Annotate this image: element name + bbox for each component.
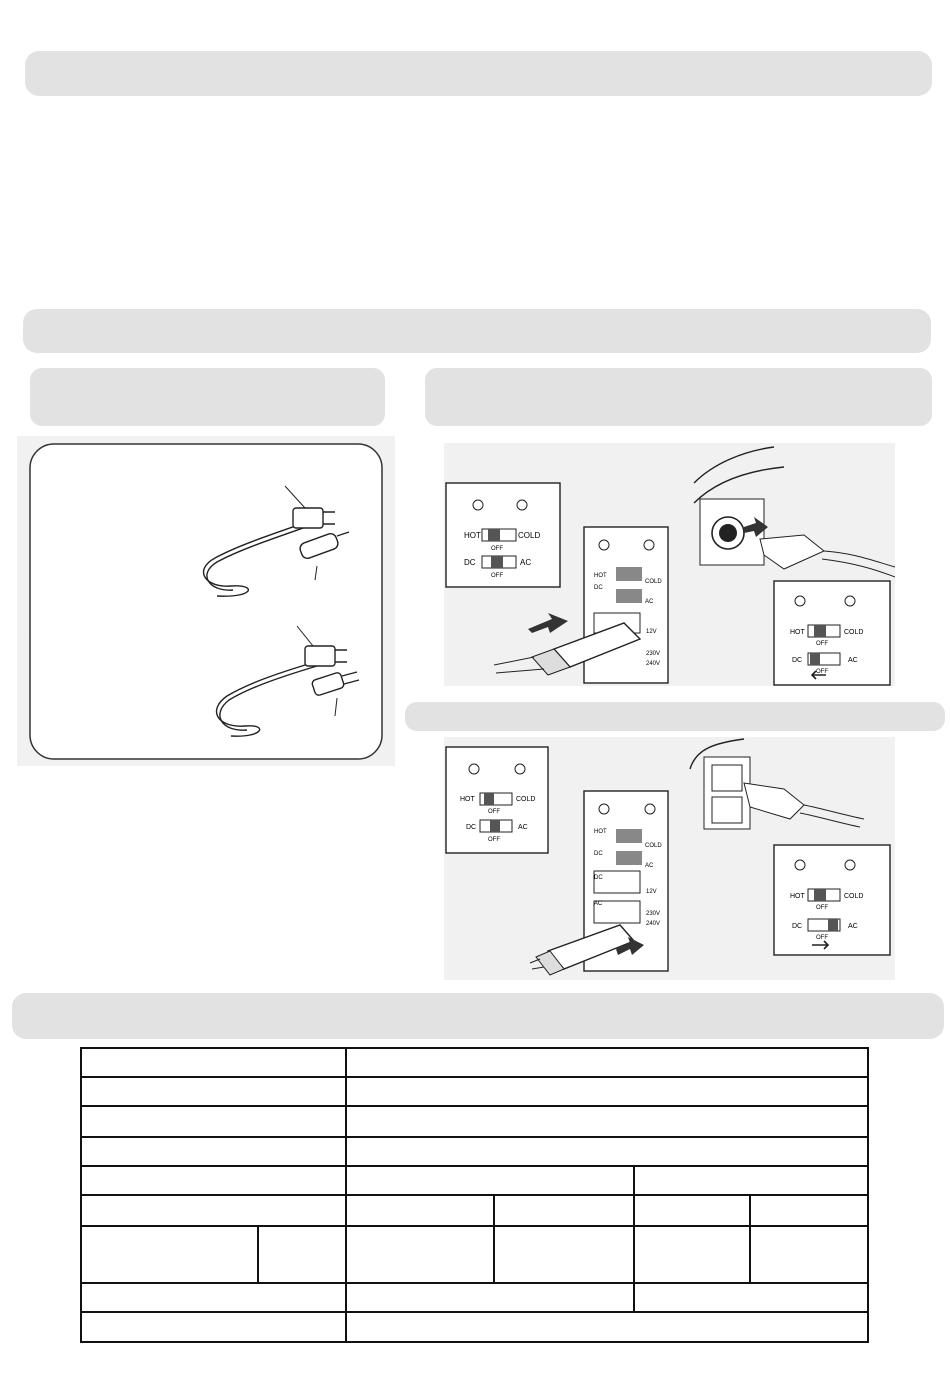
subheader-cords	[30, 368, 385, 426]
v230-label: 230V	[646, 651, 661, 657]
table-cell	[346, 1166, 634, 1195]
off-label-2: OFF	[491, 573, 503, 579]
dc-label-5: DC	[466, 824, 477, 831]
cold-label-2: COLD	[844, 629, 864, 636]
table-cell	[346, 1106, 868, 1137]
cold-label-6: COLD	[645, 843, 662, 849]
dc-connection-illustration	[444, 443, 895, 686]
power-cords-illustration	[17, 436, 395, 766]
ac-label-4: AC	[848, 923, 858, 930]
dc-label-7: DC	[594, 875, 603, 881]
cold-label-4: COLD	[844, 893, 864, 900]
table-cell	[346, 1312, 868, 1342]
table-cell	[81, 1077, 346, 1106]
table-row	[81, 1048, 868, 1077]
table-cell	[494, 1226, 634, 1283]
table-cell	[634, 1166, 868, 1195]
table-row	[81, 1312, 868, 1342]
table-cell	[81, 1283, 346, 1312]
dc-label-2: DC	[792, 657, 803, 664]
ac-label-5: AC	[518, 824, 528, 831]
off-label-5: OFF	[816, 669, 828, 675]
specifications-table	[80, 1047, 869, 1343]
section-header-bar-2	[23, 309, 931, 353]
table-cell	[750, 1195, 868, 1226]
section-header-bar-1	[25, 51, 932, 96]
v230-label-2: 230V	[646, 911, 661, 917]
table-row	[81, 1166, 868, 1195]
table-cell	[81, 1137, 346, 1166]
ac-connection-illustration	[444, 737, 895, 980]
v240-label-2: 240V	[646, 921, 661, 927]
table-row	[81, 1137, 868, 1166]
v240-label: 240V	[646, 661, 661, 667]
table-cell	[81, 1312, 346, 1342]
table-row	[81, 1077, 868, 1106]
off-label: OFF	[491, 546, 503, 552]
ac-label: AC	[520, 558, 532, 567]
ac-label-3: AC	[645, 599, 654, 605]
table-cell	[346, 1137, 868, 1166]
ac-label-7: AC	[594, 901, 603, 907]
table-cell	[634, 1283, 868, 1312]
table-cell	[346, 1077, 868, 1106]
off-label-9: OFF	[816, 935, 828, 941]
section-header-bar-3	[12, 993, 944, 1039]
table-cell	[634, 1226, 750, 1283]
table-cell	[81, 1106, 346, 1137]
ac-label-6: AC	[645, 863, 654, 869]
dc-label-6: DC	[594, 851, 603, 857]
table-row	[81, 1195, 868, 1226]
table-cell	[750, 1226, 868, 1283]
dc-label: DC	[464, 558, 476, 567]
hot-label-2: HOT	[790, 629, 805, 636]
hot-label-5: HOT	[460, 796, 475, 803]
table-cell	[81, 1195, 346, 1226]
cold-label-5: COLD	[516, 796, 536, 803]
table-cell	[346, 1195, 494, 1226]
v12-label: 12V	[646, 629, 657, 635]
hot-label-3: HOT	[594, 573, 607, 579]
table-row	[81, 1283, 868, 1312]
table-cell	[494, 1195, 634, 1226]
off-label-8: OFF	[816, 905, 828, 911]
off-label-7: OFF	[488, 837, 500, 843]
table-cell	[346, 1283, 634, 1312]
table-row	[81, 1226, 868, 1283]
hot-label-4: HOT	[790, 893, 805, 900]
table-cell	[346, 1226, 494, 1283]
off-label-4: OFF	[816, 641, 828, 647]
hot-label-6: HOT	[594, 829, 607, 835]
cold-label: COLD	[518, 531, 541, 540]
table-cell	[634, 1195, 750, 1226]
cold-label-3: COLD	[645, 579, 662, 585]
table-cell	[258, 1226, 346, 1283]
table-cell	[346, 1048, 868, 1077]
v12-label-2: 12V	[646, 889, 657, 895]
table-cell	[81, 1048, 346, 1077]
table-row	[81, 1106, 868, 1137]
table-cell	[81, 1166, 346, 1195]
off-label-6: OFF	[488, 809, 500, 815]
hot-label: HOT	[464, 531, 481, 540]
ac-label-2: AC	[848, 657, 858, 664]
table-cell	[81, 1226, 258, 1283]
dc-label-3: DC	[594, 585, 603, 591]
subheader-dc-connection	[425, 368, 932, 426]
dc-label-4: DC	[792, 923, 803, 930]
subheader-ac-connection	[405, 702, 945, 731]
